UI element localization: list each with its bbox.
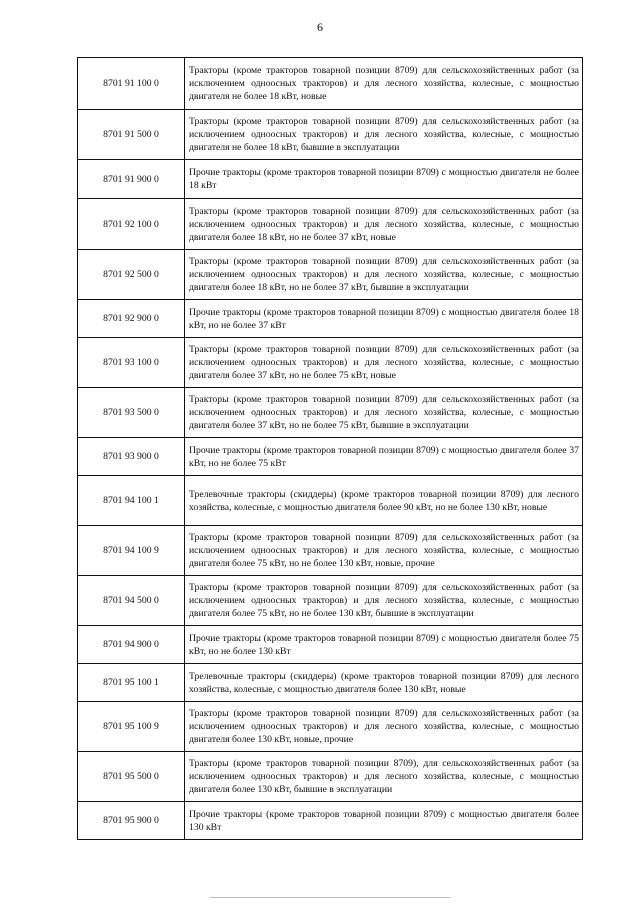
row-description: Прочие тракторы (кроме тракторов товарной позиции 8709) с мощностью двигателя более 37 кВт, но не более 75 кВт	[185, 438, 583, 476]
row-code: 8701 93 500 0	[78, 388, 185, 438]
table-row	[78, 476, 583, 526]
row-code: 8701 91 500 0	[78, 110, 185, 160]
row-code: 8701 95 500 0	[78, 752, 185, 802]
row-code: 8701 91 900 0	[78, 160, 185, 199]
table-row	[78, 526, 583, 576]
row-code: 8701 92 900 0	[78, 300, 185, 338]
table-row	[78, 438, 583, 476]
table-row	[78, 338, 583, 388]
page-number: 6	[317, 20, 323, 34]
table-row	[78, 802, 583, 840]
table-row	[78, 160, 583, 199]
table-row	[78, 199, 583, 250]
row-code: 8701 94 500 0	[78, 576, 185, 626]
row-description: Тракторы (кроме тракторов товарной позиции 8709) для сельскохозяйственных работ (за исключением одноосных тракторов) и для лесного хозяйства, колесные, с мощностью двигателя более 75 кВт, но не более 130 кВт, новые, прочие	[185, 526, 583, 576]
row-code: 8701 93 100 0	[78, 338, 185, 388]
table-row	[78, 576, 583, 626]
row-code: 8701 92 100 0	[78, 199, 185, 250]
row-description: Прочие тракторы (кроме тракторов товарной позиции 8709) с мощностью двигателя не более 18 кВт	[185, 160, 583, 199]
table-row	[78, 110, 583, 160]
row-description: Тракторы (кроме тракторов товарной позиции 8709) для сельскохозяйственных работ (за исключением одноосных тракторов) и для лесного хозяйства, колесные, с мощностью двигателя более 18 кВт, но не более 37 кВт, бывшие в эксплуатации	[185, 250, 583, 300]
row-code: 8701 94 900 0	[78, 626, 185, 664]
table-row	[78, 388, 583, 438]
tariff-codes-table	[77, 57, 583, 840]
row-code: 8701 93 900 0	[78, 438, 185, 476]
table-row	[78, 752, 583, 802]
row-code: 8701 91 100 0	[78, 58, 185, 110]
row-description: Трелевочные тракторы (скиддеры) (кроме тракторов товарной позиции 8709) для лесного хозяйства, колесные, с мощностью двигателя более 130 кВт, новые	[185, 664, 583, 702]
row-code: 8701 92 500 0	[78, 250, 185, 300]
row-code: 8701 94 100 9	[78, 526, 185, 576]
row-description: Прочие тракторы (кроме тракторов товарной позиции 8709) с мощностью двигателя более 75 кВт, но не более 130 кВт	[185, 626, 583, 664]
row-code: 8701 95 900 0	[78, 802, 185, 840]
row-description: Прочие тракторы (кроме тракторов товарной позиции 8709) с мощностью двигателя более 130 кВт	[185, 802, 583, 840]
row-description: Прочие тракторы (кроме тракторов товарной позиции 8709) с мощностью двигателя более 18 кВт, но не более 37 кВт	[185, 300, 583, 338]
row-description: Тракторы (кроме тракторов товарной позиции 8709) для сельскохозяйственных работ (за исключением одноосных тракторов) и для лесного хозяйства, колесные, с мощностью двигателя не более 18 кВт, новые	[185, 58, 583, 110]
row-code: 8701 95 100 1	[78, 664, 185, 702]
row-description: Трелевочные тракторы (скиддеры) (кроме тракторов товарной позиции 8709) для лесного хозяйства, колесные, с мощностью двигателя более 90 кВт, но не более 130 кВт, новые	[185, 476, 583, 526]
table-row	[78, 702, 583, 752]
row-description: Тракторы (кроме тракторов товарной позиции 8709) для сельскохозяйственных работ (за исключением одноосных тракторов) и для лесного хозяйства, колесные, с мощностью двигателя более 37 кВт, но не более 75 кВт, новые	[185, 338, 583, 388]
row-description: Тракторы (кроме тракторов товарной позиции 8709), для сельскохозяйственных работ (за исключением одноосных тракторов) и для лесного хозяйства, колесные, с мощностью двигателя более 130 кВт, бывшие в эксплуатации	[185, 752, 583, 802]
row-description: Тракторы (кроме тракторов товарной позиции 8709) для сельскохозяйственных работ (за исключением одноосных тракторов) и для лесного хозяйства, колесные, с мощностью двигателя более 130 кВт, новые, прочие	[185, 702, 583, 752]
row-code: 8701 94 100 1	[78, 476, 185, 526]
table-row	[78, 626, 583, 664]
row-description: Тракторы (кроме тракторов товарной позиции 8709) для сельскохозяйственных работ (за исключением одноосных тракторов) и для лесного хозяйства, колесные, с мощностью двигателя не более 18 кВт, бывшие в эксплуатации	[185, 110, 583, 160]
row-description: Тракторы (кроме тракторов товарной позиции 8709) для сельскохозяйственных работ (за исключением одноосных тракторов) и для лесного хозяйства, колесные, с мощностью двигателя более 37 кВт, но не более 75 кВт, бывшие в эксплуатации	[185, 388, 583, 438]
table-row	[78, 58, 583, 110]
table-row	[78, 664, 583, 702]
row-description: Тракторы (кроме тракторов товарной позиции 8709) для сельскохозяйственных работ (за исключением одноосных тракторов) и для лесного хозяйства, колесные, с мощностью двигателя более 75 кВт, но не более 130 кВт, бывшие в эксплуатации	[185, 576, 583, 626]
row-description: Тракторы (кроме тракторов товарной позиции 8709) для сельскохозяйственных работ (за исключением одноосных тракторов) и для лесного хозяйства, колесные, с мощностью двигателя более 18 кВт, но не более 37 кВт, новые	[185, 199, 583, 250]
row-code: 8701 95 100 9	[78, 702, 185, 752]
table-row	[78, 300, 583, 338]
table-row	[78, 250, 583, 300]
bottom-divider	[210, 897, 450, 898]
